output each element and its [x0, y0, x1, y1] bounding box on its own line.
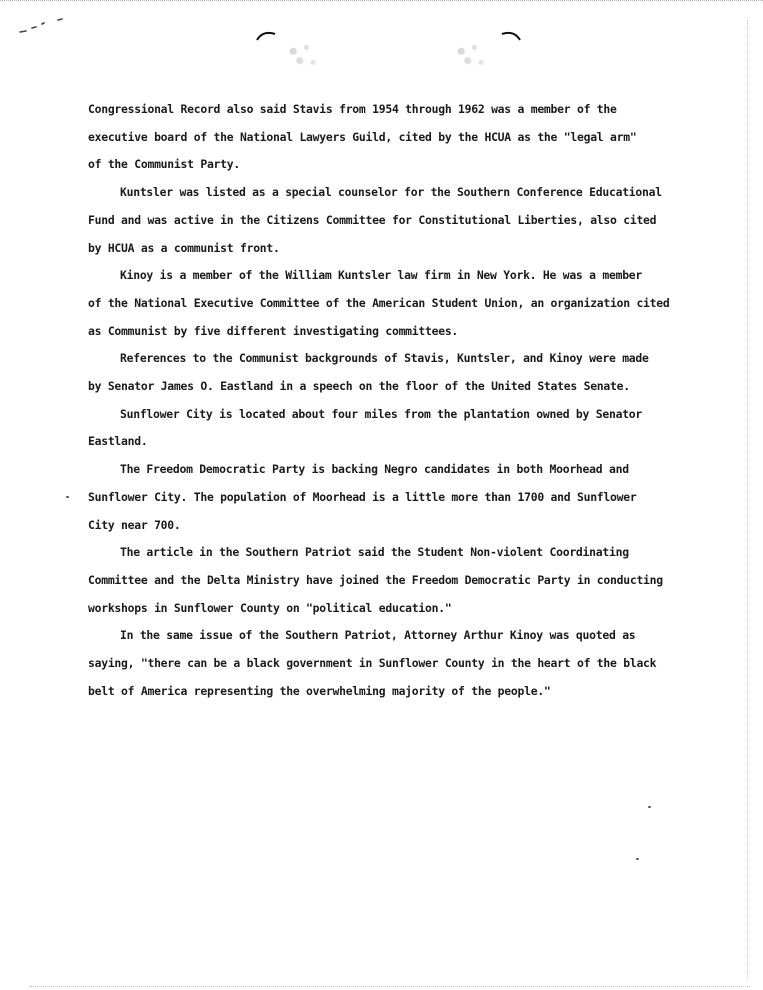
text-line-8: of the National Executive Committee of the American Student Union, an organization cited: [88, 295, 670, 310]
text-line-12: Sunflower City is located about four miles from the plantation owned by Senator: [120, 406, 643, 421]
text-line-7: Kinoy is a member of the William Kuntsler law firm in New York. He was a member: [120, 268, 643, 283]
scan-edge-right: [747, 20, 749, 980]
stamp-arc-right-icon: [500, 28, 522, 44]
stamp-arc-left-icon: [255, 28, 277, 44]
text-line-21: saying, "there can be a black government in Sunflower County in the heart of the black: [88, 656, 657, 671]
corner-mark-icon: [18, 18, 68, 38]
text-line-16: City near 700.: [88, 517, 181, 532]
text-line-4: Kuntsler was listed as a special counselor for the Southern Conference Educational: [120, 185, 662, 200]
faded-stamp-right-icon: [448, 36, 492, 74]
text-line-13: Eastland.: [88, 434, 148, 449]
text-line-3: of the Communist Party.: [88, 157, 240, 172]
text-line-15: Sunflower City. The population of Moorhead is a little more than 1700 and Sunflower: [88, 489, 637, 504]
text-line-2: executive board of the National Lawyers Guild, cited by the HCUA as the "legal arm": [88, 129, 637, 144]
text-line-1: Congressional Record also said Stavis from 1954 through 1962 was a member of the: [88, 102, 617, 116]
text-line-5: Fund and was active in the Citizens Committee for Constitutional Liberties, also cited: [88, 212, 657, 227]
text-line-9: as Communist by five different investigating committees.: [88, 323, 459, 338]
scan-speck: [66, 496, 69, 498]
document-body: [88, 96, 718, 705]
text-line-20: In the same issue of the Southern Patriot, Attorney Arthur Kinoy was quoted as: [120, 628, 636, 643]
text-line-19: workshops in Sunflower County on "political education.": [88, 600, 452, 615]
text-line-6: by HCUA as a communist front.: [88, 240, 280, 255]
text-line-22: belt of America representing the overwhelming majority of the people.": [88, 683, 551, 698]
text-line-14: The Freedom Democratic Party is backing Negro candidates in both Moorhead and: [120, 462, 629, 477]
text-line-17: The article in the Southern Patriot said the Student Non-violent Coordinating: [120, 545, 629, 560]
text-line-10: References to the Communist backgrounds of Stavis, Kuntsler, and Kinoy were made: [120, 351, 649, 366]
scan-edge-top: [0, 0, 763, 7]
scan-speck: [648, 806, 651, 808]
text-line-11: by Senator James O. Eastland in a speech on the floor of the United States Senate.: [88, 379, 630, 394]
text-line-18: Committee and the Delta Ministry have joined the Freedom Democratic Party in conducting: [88, 572, 663, 587]
scan-edge-bottom: [30, 986, 750, 988]
scan-speck: [636, 858, 639, 860]
faded-stamp-left-icon: [280, 36, 324, 74]
